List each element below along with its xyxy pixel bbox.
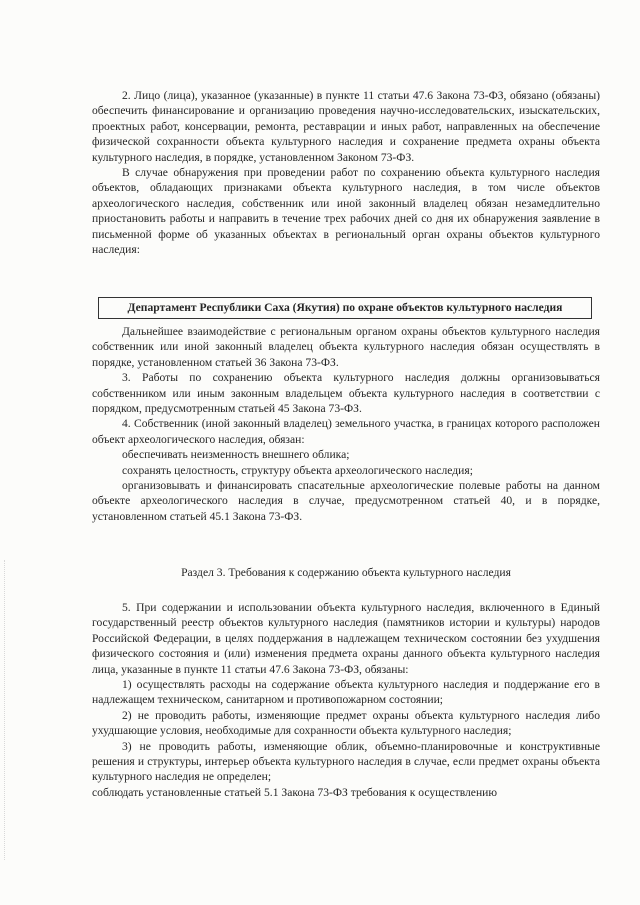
list-item: 2) не проводить работы, изменяющие предмет охраны объекта культурного наследия либо ухудшающие условия, необходимые для сохранности объекта культурного наследия; — [92, 708, 600, 738]
paragraph-3: 3. Работы по сохранению объекта культурного наследия должны организовываться собственником или иным законным владельцем объекта культурного наследия в соответствии с порядком, предусмотренным статьей 45 Закона 73-ФЗ. — [92, 371, 600, 416]
paragraph-2: 2. Лицо (лица), указанное (указанные) в пункте 11 статьи 47.6 Закона 73-ФЗ, обязано (обязаны) обеспечить финансирование и организацию проведения научно-исследовательских, изыскательских, проектных работ, консервации, ремонта, реставрации и иных работ, направленных на обеспечение физической сохранности объекта культурного наследия и сохранение предмета охраны объекта культурного наследия, в порядке, установленном Законом 73-ФЗ. — [92, 89, 600, 164]
list-item: 1) осуществлять расходы на содержание объекта культурного наследия и поддержание его в надлежащем техническом, санитарном и противопожарном состоянии; — [92, 678, 600, 707]
paragraph-discovery: В случае обнаружения при проведении работ по сохранению объекта культурного наследия объектов, обладающих признаками объекта культурного наследия, в том числе объектов археологического наследия, собственник или иной законный владелец обязан незамедлительно приостановить работы и направить в течение трех рабочих дней со дня их обнаружения заявление в письменной форме об указанных объектах в региональный орган охраны объектов культурного наследия: — [92, 166, 600, 257]
paragraph-4: 4. Собственник (иной законный владелец) земельного участка, в границах которого расположен объект археологического наследия, обязан: — [92, 417, 600, 446]
list-item: соблюдать установленные статьей 5.1 Закона 73-ФЗ требования к осуществлению — [92, 785, 498, 799]
list-item: 3) не проводить работы, изменяющие облик, объемно-планировочные и конструктивные решения и структуры, интерьер объекта культурного наследия в случае, если предмет охраны объекта культурного наследия не определен; — [92, 739, 600, 784]
list-item: организовывать и финансировать спасательные археологические полевые работы на данном объекте археологического наследия в случае, предусмотренном статьей 40, и в порядке, установленном статьей 45.1 Закона 73-ФЗ. — [92, 479, 600, 523]
section-title: Раздел 3. Требования к содержанию объекта культурного наследия — [181, 566, 511, 579]
list-item: сохранять целостность, структуру объекта археологического наследия; — [122, 463, 473, 477]
paragraph-interaction: Дальнейшее взаимодействие с региональным органом охраны объектов культурного наследия собственник или иной законный владелец объекта культурного наследия обязан осуществлять в порядке, установленном статьей 36 Закона 73-ФЗ. — [92, 325, 600, 369]
authority-box: Департамент Республики Саха (Якутия) по охране объектов культурного наследия — [98, 297, 592, 319]
list-item: обеспечивать неизменность внешнего облика; — [122, 448, 350, 462]
interaction-block — [92, 324, 600, 524]
paragraph-5: 5. При содержании и использовании объекта культурного наследия, включенного в Единый государственный реестр объектов культурного наследия (памятников истории и культуры) народов Российской Федерации, в целях поддержания в надлежащем техническом состоянии без ухудшения физического состояния и (или) изменения предмета охраны данного объекта культурного наследия лица, указанные в пункте 11 статьи 47.6 Закона 73-ФЗ, обязаны: — [92, 601, 600, 676]
scan-edge-artifact — [4, 560, 7, 860]
obligations-block — [92, 88, 600, 257]
maintenance-block — [92, 600, 600, 800]
